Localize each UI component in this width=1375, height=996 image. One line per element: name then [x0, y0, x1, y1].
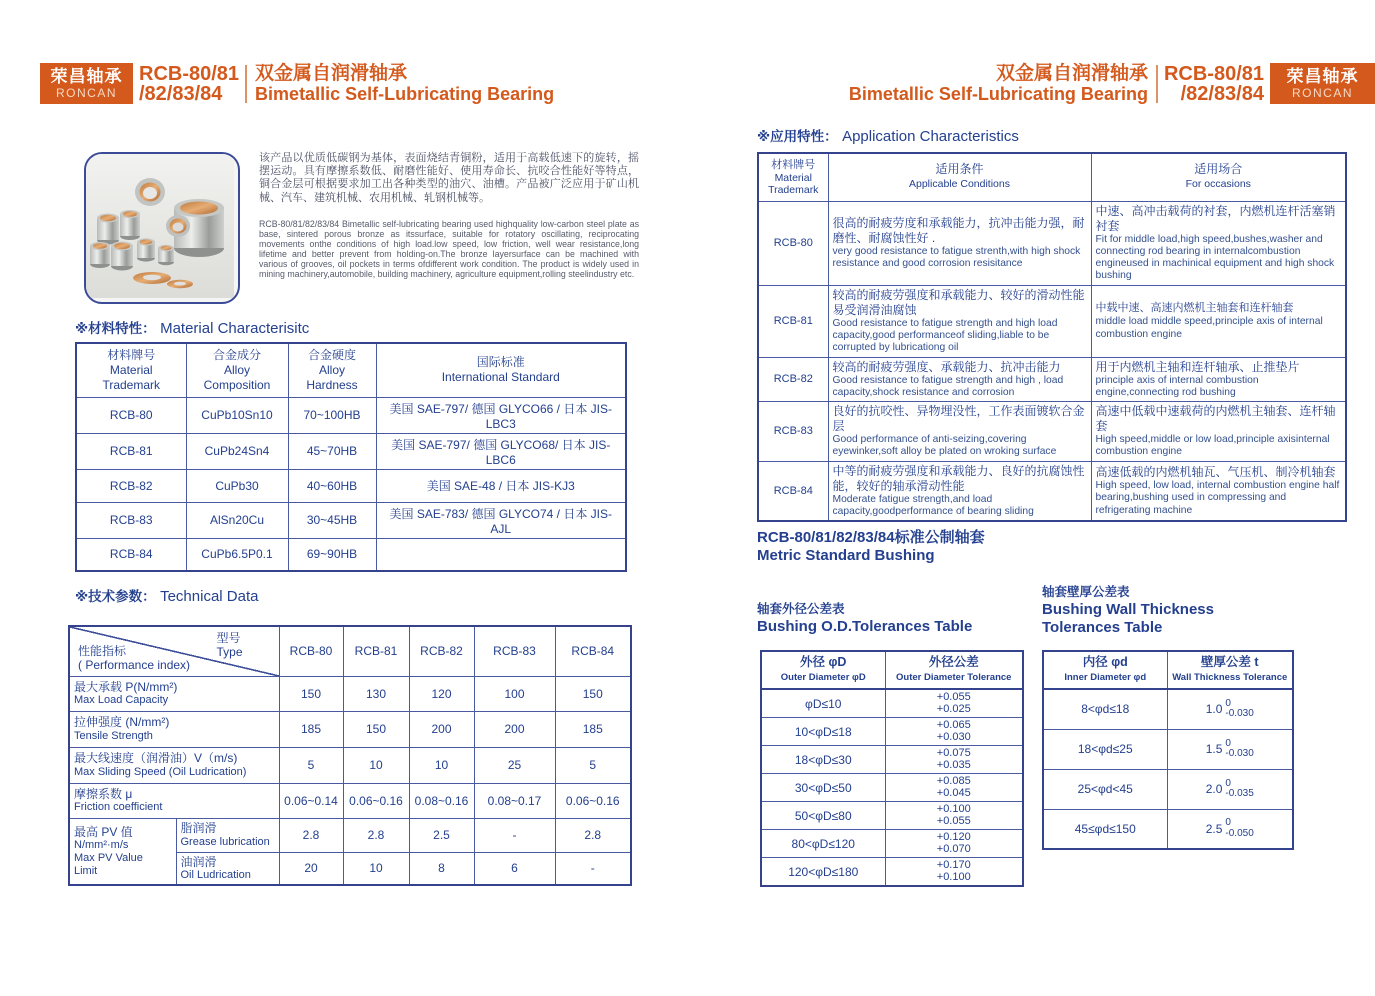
brand-name-en: RONCAN — [55, 86, 117, 100]
bushings-illustration — [86, 154, 234, 298]
value-cell: 10 — [343, 852, 409, 885]
table-row — [69, 676, 631, 711]
cell-model: RCB-83 — [76, 502, 186, 538]
table-row — [1043, 809, 1293, 849]
value-cell: 185 — [279, 711, 343, 747]
table-row — [761, 802, 1023, 830]
col-rcb84: RCB-84 — [555, 626, 631, 676]
cell-model: RCB-84 — [76, 538, 186, 571]
od-header-diameter: 外径 φD Outer Diameter φD — [761, 651, 885, 689]
model-code-right — [1158, 63, 1270, 105]
cell-conditions: 较高的耐疲劳强度、承载能力、抗冲击能力 Good resistance to fatigue strength and high , load capacity,shock resistance and corrosion — [828, 357, 1091, 402]
table-row — [76, 397, 626, 433]
cell-hardness: 45~70HB — [288, 433, 376, 469]
value-cell: 10 — [409, 747, 474, 783]
cell-composition: CuPb30 — [186, 469, 288, 502]
value-cell: 0.08~0.17 — [474, 783, 555, 818]
header-title-left — [247, 63, 554, 105]
table-row — [76, 469, 626, 502]
application-title-cn: ※应用特性： — [757, 129, 838, 144]
cell-model: RCB-84 — [758, 461, 828, 521]
model-line1: RCB-80/81 — [139, 63, 240, 85]
cell-tolerance: 2.0 0 -0.035 — [1167, 769, 1293, 809]
cell-tolerance: +0.170 +0.100 — [885, 858, 1023, 887]
metric-section-title — [757, 529, 985, 565]
cell-composition: CuPb10Sn10 — [186, 397, 288, 433]
header-right — [849, 63, 1375, 105]
value-cell: 2.5 — [409, 818, 474, 852]
col-rcb83: RCB-83 — [474, 626, 555, 676]
header-title-en: Bimetallic Self-Lubricating Bearing — [255, 84, 555, 104]
table-row — [758, 285, 1346, 357]
model-line1: RCB-80/81 — [1163, 63, 1264, 85]
table-row — [69, 783, 631, 818]
cell-hardness: 70~100HB — [288, 397, 376, 433]
table-row — [758, 402, 1346, 462]
cell-hardness: 69~90HB — [288, 538, 376, 571]
technical-title-en: Technical Data — [160, 588, 259, 605]
metric-title-en: Metric Standard Bushing — [757, 547, 935, 564]
value-cell: 2.8 — [555, 818, 631, 852]
wall-header-tolerance: 壁厚公差 t Wall Thickness Tolerance — [1167, 651, 1293, 689]
value-cell: 5 — [279, 747, 343, 783]
od-header-row — [761, 651, 1023, 689]
value-cell: 5 — [555, 747, 631, 783]
app-header-occasions: 适用场合 For occasions — [1091, 153, 1346, 201]
app-header-trademark: 材料牌号 Material Trademark — [758, 153, 828, 201]
material-header-standard: 国际标准 International Standard — [376, 343, 626, 397]
brand-logo-right — [1270, 63, 1375, 104]
cell-range: 25<φd<45 — [1043, 769, 1167, 809]
cell-standard: 美国 SAE-783/ 德国 GLYCO74 / 日本 JIS-AJL — [376, 502, 626, 538]
table-row — [761, 746, 1023, 774]
table-row — [69, 747, 631, 783]
value-cell: 150 — [279, 676, 343, 711]
cell-composition: CuPb6.5P0.1 — [186, 538, 288, 571]
table-row — [761, 718, 1023, 746]
value-cell: - — [555, 852, 631, 885]
header-title-en: Bimetallic Self-Lubricating Bearing — [848, 84, 1148, 104]
cell-standard — [376, 538, 626, 571]
value-cell: 185 — [555, 711, 631, 747]
material-section-title — [75, 317, 309, 338]
header-title-cn: 双金属自润滑轴承 — [255, 63, 408, 84]
application-title-en: Application Characteristics — [842, 128, 1019, 145]
value-cell: 8 — [409, 852, 474, 885]
table-row — [761, 689, 1023, 718]
cell-composition: AlSn20Cu — [186, 502, 288, 538]
value-cell: 200 — [409, 711, 474, 747]
table-row — [1043, 729, 1293, 769]
cell-range: φD≤10 — [761, 689, 885, 718]
app-header-conditions: 适用条件 Applicable Conditions — [828, 153, 1091, 201]
table-row — [1043, 689, 1293, 729]
application-table — [757, 152, 1347, 522]
material-title-en: Material Characterisitc — [160, 320, 310, 337]
cell-conditions: 较高的耐疲劳强度和承载能力、较好的滑动性能易受润滑油腐蚀 Good resistance to fatigue strength and high load capacity,good performanceof sliding,liable to be corrupted by lubricationg oil — [828, 285, 1091, 357]
cell-standard: 美国 SAE-48 / 日本 JIS-KJ3 — [376, 469, 626, 502]
cell-range: 80<φD≤120 — [761, 830, 885, 858]
model-line2: /82/83/84 — [1180, 83, 1264, 105]
cell-model: RCB-82 — [76, 469, 186, 502]
col-rcb81: RCB-81 — [343, 626, 409, 676]
material-header-row — [76, 343, 626, 397]
material-header-hardness: 合金硬度 Alloy Hardness — [288, 343, 376, 397]
cell-range: 45≤φd≤150 — [1043, 809, 1167, 849]
table-row — [1043, 769, 1293, 809]
value-cell: 2.8 — [343, 818, 409, 852]
cell-tolerance: 2.5 0 -0.050 — [1167, 809, 1293, 849]
header-left — [40, 63, 554, 105]
cell-tolerance: +0.120 +0.070 — [885, 830, 1023, 858]
value-cell: - — [474, 818, 555, 852]
technical-section-title — [75, 585, 258, 606]
cell-composition: CuPb24Sn4 — [186, 433, 288, 469]
cell-conditions: 良好的抗咬性、异物埋没性，工作表面镀软合金层 Good performance of anti-seizing,covering eyewinker,soft alloy be plated on wroking surface — [828, 402, 1091, 462]
value-cell: 10 — [343, 747, 409, 783]
application-header-row — [758, 153, 1346, 201]
table-row — [761, 830, 1023, 858]
pv-label: 最高 PV 值 N/mm²·m/s Max PV Value Limit — [69, 818, 176, 885]
cell-occasions: 中载中速、高速内燃机主轴套和连杆轴套 middle load middle speed,principle axis of internal combustion engine — [1091, 285, 1346, 357]
performance-corner-label: 性能指标 ( Performance index) — [78, 643, 191, 672]
table-row — [761, 858, 1023, 887]
table-row — [76, 502, 626, 538]
cell-tolerance: +0.075 +0.035 — [885, 746, 1023, 774]
row-label: 最大线速度（润滑油）V（m/s) Max Sliding Speed (Oil Ludrication) — [69, 747, 279, 783]
value-cell: 20 — [279, 852, 343, 885]
col-rcb82: RCB-82 — [409, 626, 474, 676]
cell-range: 18<φD≤30 — [761, 746, 885, 774]
intro-paragraph-en: RCB-80/81/82/83/84 Bimetallic self-lubricating bearing used highquality low-carbon steel plate as base, sintered porous bronze as itssurface, suitable for rotatory oscillating, reciprocating movements onthe conditions of high load.low speed, low friction, well wear resistance,long lifetime and better prevent from holding-on.The bronze layersurface can be machined with various of grooves, oil pockets in terms ofdifferent work condition. The product is widely used in mining machinery,automobile, building machinery, agriculture equipment,rolling steelindustry etc. — [259, 219, 639, 279]
cell-range: 8<φd≤18 — [1043, 689, 1167, 729]
cell-range: 30<φD≤50 — [761, 774, 885, 802]
brand-logo-left — [40, 63, 133, 104]
cell-tolerance: 1.0 0 -0.030 — [1167, 689, 1293, 729]
cell-conditions: 中等的耐疲劳强度和承载能力、良好的抗腐蚀性能，较好的轴承滑动性能 Moderate fatigue strength,and load capacity,goodperformance of bearing sliding — [828, 461, 1091, 521]
header-title-cn: 双金属自润滑轴承 — [995, 63, 1148, 84]
cell-hardness: 40~60HB — [288, 469, 376, 502]
table-row — [69, 818, 631, 852]
cell-range: 120<φD≤180 — [761, 858, 885, 887]
cell-hardness: 30~45HB — [288, 502, 376, 538]
intro-paragraph-cn: 该产品以优质低碳钢为基体，表面烧结青铜粉，适用于高载低速下的旋转，摇摆运动。具有摩擦系数低、耐磨性能好、使用寿命长、抗咬合性能好等特点，铜合金层可根据要求加工出各种类型的油穴、油槽。产品被广泛应用于矿山机械、汽车、建筑机械、农用机械、轧钢机械等。 — [259, 152, 639, 204]
material-table — [75, 342, 627, 572]
cell-occasions: 中速、高冲击载荷的衬套，内燃机连杆活塞销衬套 Fit for middle load,high speed,bushes,washer and connecting rod bearing in internalcombustion engineused in machinical equipment and high shock bushing — [1091, 201, 1346, 285]
table-row — [76, 433, 626, 469]
cell-range: 18<φd≤25 — [1043, 729, 1167, 769]
value-cell: 0.06~0.14 — [279, 783, 343, 818]
table-row — [758, 357, 1346, 402]
material-header-trademark: 材料牌号 Material Trademark — [76, 343, 186, 397]
value-cell: 150 — [343, 711, 409, 747]
cell-model: RCB-82 — [758, 357, 828, 402]
value-cell: 120 — [409, 676, 474, 711]
row-label: 摩擦系数 μ Friction coefficient — [69, 783, 279, 818]
model-code-left — [133, 63, 245, 105]
diagonal-header-cell — [69, 626, 279, 676]
value-cell: 2.8 — [279, 818, 343, 852]
brand-name-en: RONCAN — [1291, 86, 1353, 100]
cell-model: RCB-83 — [758, 402, 828, 462]
brand-name-cn: 荣昌轴承 — [50, 67, 123, 86]
cell-standard: 美国 SAE-797/ 德国 GLYCO68/ 日本 JIS-LBC6 — [376, 433, 626, 469]
value-cell: 100 — [474, 676, 555, 711]
cell-model: RCB-81 — [76, 433, 186, 469]
table-row — [76, 538, 626, 571]
wall-thickness-table — [1042, 650, 1294, 850]
cell-conditions: 很高的耐疲劳度和承载能力，抗冲击能力强，耐磨性、耐腐蚀性好 . very good resistance to fatigue strenth,with high shock resistance and good corrosion resisitance — [828, 201, 1091, 285]
od-header-tolerance: 外径公差 Outer Diameter Tolerance — [885, 651, 1023, 689]
pv-grease-label: 脂润滑 Grease lubrication — [176, 818, 279, 852]
value-cell: 130 — [343, 676, 409, 711]
value-cell: 0.08~0.16 — [409, 783, 474, 818]
technical-title-cn: ※技术参数： — [75, 589, 156, 604]
value-cell: 25 — [474, 747, 555, 783]
material-title-cn: ※材料特性： — [75, 321, 156, 336]
material-header-composition: 合金成分 Alloy Composition — [186, 343, 288, 397]
cell-model: RCB-80 — [76, 397, 186, 433]
table-row — [758, 201, 1346, 285]
cell-tolerance: +0.085 +0.045 — [885, 774, 1023, 802]
od-tolerances-table — [760, 650, 1024, 887]
metric-title-cn: RCB-80/81/82/83/84标准公制轴套 — [757, 529, 985, 546]
header-title-right — [849, 63, 1156, 105]
cell-tolerance: +0.065 +0.030 — [885, 718, 1023, 746]
application-section-title — [757, 125, 1019, 146]
brand-name-cn: 荣昌轴承 — [1286, 67, 1359, 86]
table-row — [761, 774, 1023, 802]
cell-tolerance: +0.100 +0.055 — [885, 802, 1023, 830]
cell-model: RCB-80 — [758, 201, 828, 285]
od-table-title: 轴套外径公差表 Bushing O.D.Tolerances Table — [757, 602, 973, 635]
cell-occasions: 高速中低载中速载荷的内燃机主轴套、连杆轴套 High speed,middle or low load,principle axisinternal combustion engine — [1091, 402, 1346, 462]
value-cell: 200 — [474, 711, 555, 747]
table-row — [69, 711, 631, 747]
model-line2: /82/83/84 — [139, 83, 223, 105]
cell-standard: 美国 SAE-797/ 德国 GLYCO66 / 日本 JIS-LBC3 — [376, 397, 626, 433]
type-corner-label: 型号 Type — [216, 631, 243, 659]
cell-tolerance: +0.055 +0.025 — [885, 689, 1023, 718]
wall-table-title: 轴套壁厚公差表 Bushing Wall Thickness Tolerances Table — [1042, 585, 1214, 636]
cell-occasions: 用于内燃机主轴和连杆轴承、止推垫片 principle axis of internal combustion engine,connecting rod bushing — [1091, 357, 1346, 402]
wall-header-diameter: 内径 φd Inner Diameter φd — [1043, 651, 1167, 689]
cell-range: 10<φD≤18 — [761, 718, 885, 746]
pv-oil-label: 油润滑 Oil Ludrication — [176, 852, 279, 885]
product-photo — [84, 152, 240, 304]
cell-occasions: 高速低载的内燃机轴瓦、气压机、制冷机轴套 High speed, low load, internal combustion engine half bearing,bushing used in compressing and refrigerating machine — [1091, 461, 1346, 521]
cell-tolerance: 1.5 0 -0.030 — [1167, 729, 1293, 769]
cell-model: RCB-81 — [758, 285, 828, 357]
wall-header-row — [1043, 651, 1293, 689]
row-label: 最大承载 P(N/mm²) Max Load Capacity — [69, 676, 279, 711]
technical-table — [68, 625, 632, 886]
value-cell: 0.06~0.16 — [555, 783, 631, 818]
table-row — [758, 461, 1346, 521]
row-label: 拉伸强度 (N/mm²) Tensile Strength — [69, 711, 279, 747]
technical-header-row — [69, 626, 631, 676]
cell-range: 50<φD≤80 — [761, 802, 885, 830]
col-rcb80: RCB-80 — [279, 626, 343, 676]
value-cell: 150 — [555, 676, 631, 711]
value-cell: 6 — [474, 852, 555, 885]
value-cell: 0.06~0.16 — [343, 783, 409, 818]
